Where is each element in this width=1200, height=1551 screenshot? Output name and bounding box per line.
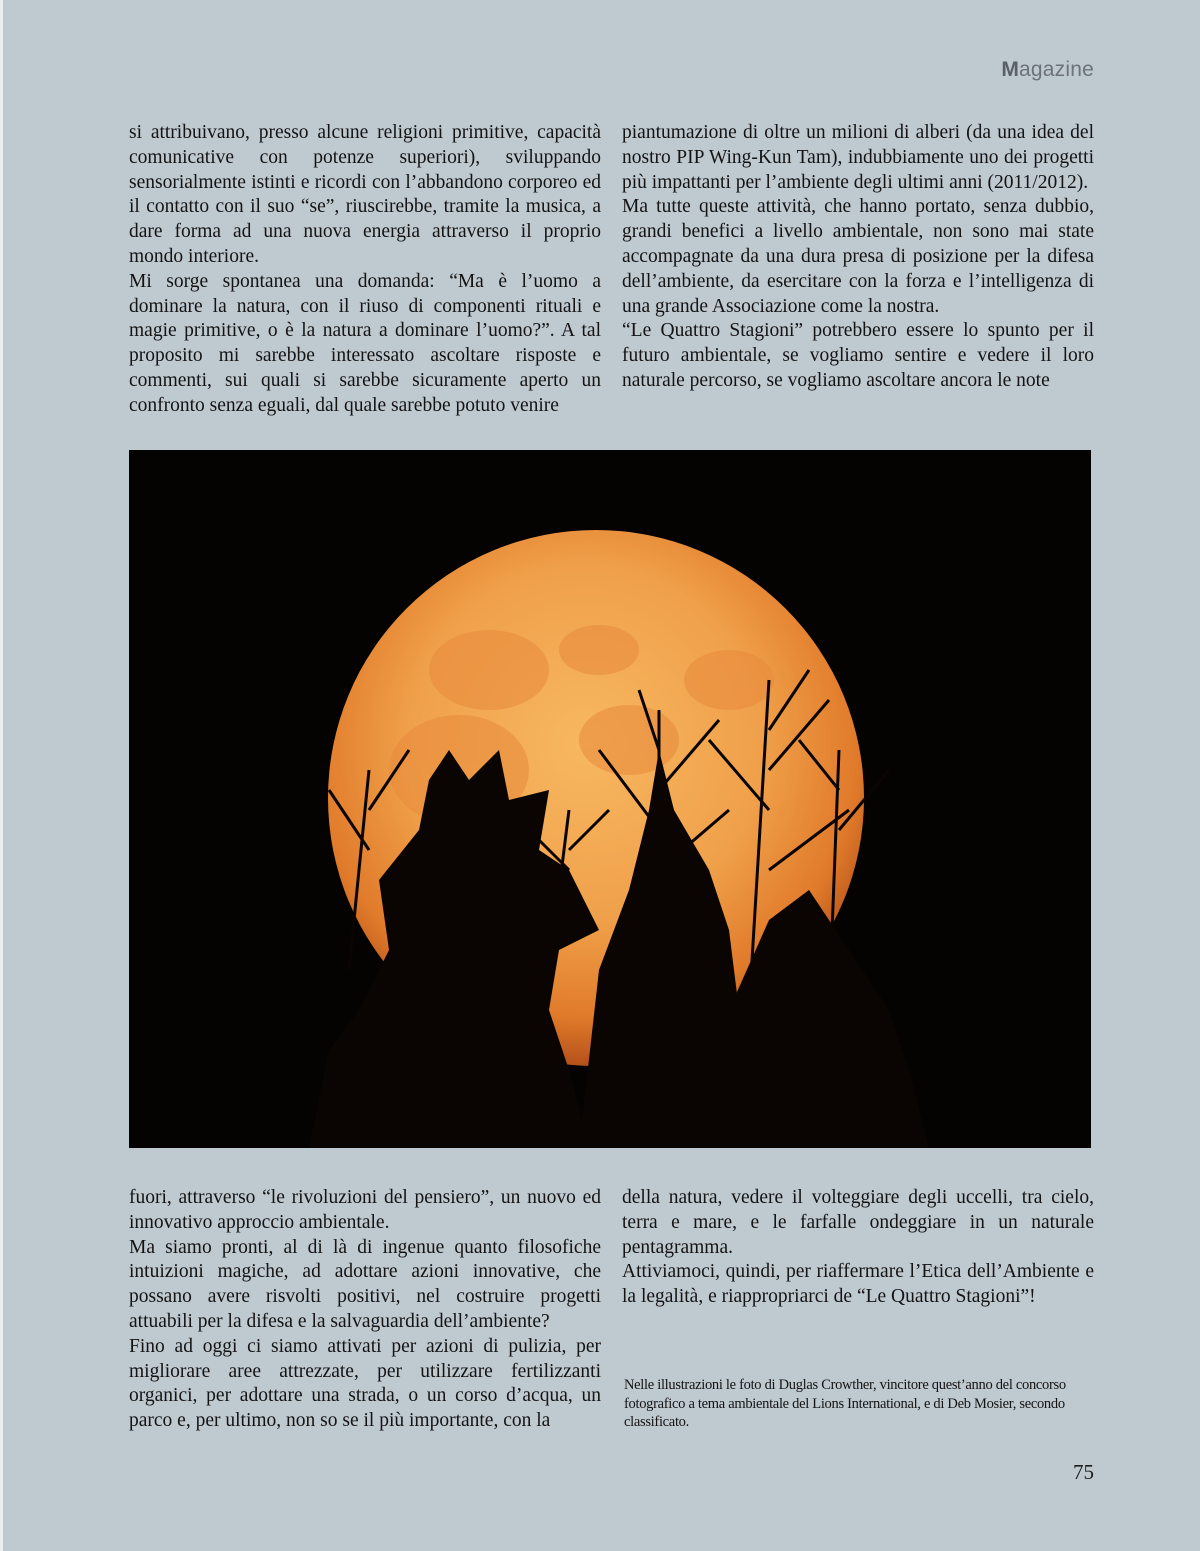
paragraph: piantumazione di oltre un milioni di alberi (da una idea del nostro PIP Wing-Kun Tam), indubbiamente uno dei progetti più impattanti per l’ambiente degli ultimi anni (2011/2012). xyxy=(622,122,1094,193)
paragraph: Attiviamoci, quindi, per riaffermare l’Etica dell’Ambiente e la legalità, e riappropriarci de “Le Quattro Stagioni”! xyxy=(622,1261,1094,1308)
photo-caption: Nelle illustrazioni le foto di Duglas Crowther, vincitore quest’anno del concorso fotografico a tema ambientale del Lions International, e di Deb Mosier, secondo classificato. xyxy=(624,1377,1066,1431)
top-right-column xyxy=(622,121,1094,394)
paragraph: Ma tutte queste attività, che hanno portato, senza dubbio, grandi benefici a livello ambientale, non sono mai state accompagnate da una dura presa di posizione per la difesa dell’ambiente, da esercitare con la forza e l’intelligenza di una grande Associazione come la nostra. xyxy=(622,196,1094,317)
paragraph: “Le Quattro Stagioni” potrebbero essere lo spunto per il futuro ambientale, se vogliamo sentire e vedere il loro naturale percorso, se vogliamo ascoltare ancora le note xyxy=(622,320,1094,391)
section-header xyxy=(1001,58,1094,82)
paragraph: Ma siamo pronti, al di là di ingenue quanto filosofiche intuizioni magiche, ad adottare azioni innovative, che possano avere risvolti positivi, nel costruire progetti attuabili per la difesa e la salvaguardia dell’ambiente? xyxy=(129,1236,601,1332)
top-left-column xyxy=(129,121,601,419)
bottom-left-column xyxy=(129,1186,601,1434)
section-header-rest: agazine xyxy=(1019,58,1094,81)
section-header-initial: M xyxy=(1001,58,1020,81)
paragraph: si attribuivano, presso alcune religioni primitive, capacità comunicative con potenze superiori), sviluppando sensorialmente istinti e ricordi con l’abbandono corporeo ed il contatto con il suo “se”, riuscirebbe, tramite la musica, a dare forma ad una nuova energia attraverso il proprio mondo interiore. xyxy=(129,122,601,267)
moon-photo xyxy=(129,450,1091,1148)
paragraph: Mi sorge spontanea una domanda: “Ma è l’uomo a dominare la natura, con il riuso di componenti rituali e magie primitive, o è la natura a dominare l’uomo?”. A tal proposito mi sarebbe interessato ascoltare risposte e commenti, sui quali si sarebbe sicuramente aperto un confronto senza eguali, dal quale sarebbe potuto venire xyxy=(129,270,601,416)
paragraph: della natura, vedere il volteggiare degli uccelli, tra cielo, terra e mare, e le farfalle ondeggiare in un naturale pentagramma. xyxy=(622,1187,1094,1258)
moon-trees-illustration xyxy=(129,450,1091,1148)
bottom-right-column xyxy=(622,1186,1094,1310)
paragraph: Fino ad oggi ci siamo attivati per azioni di pulizia, per migliorare aree attrezzate, per utilizzare fertilizzanti organici, per adottare una strada, o un corso d’acqua, un parco e, per ultimo, non so se il più importante, con la xyxy=(129,1335,601,1432)
page-edge xyxy=(0,0,3,1551)
paragraph: fuori, attraverso “le rivoluzioni del pensiero”, un nuovo ed innovativo approccio ambientale. xyxy=(129,1187,601,1233)
page-number: 75 xyxy=(1073,1460,1094,1484)
